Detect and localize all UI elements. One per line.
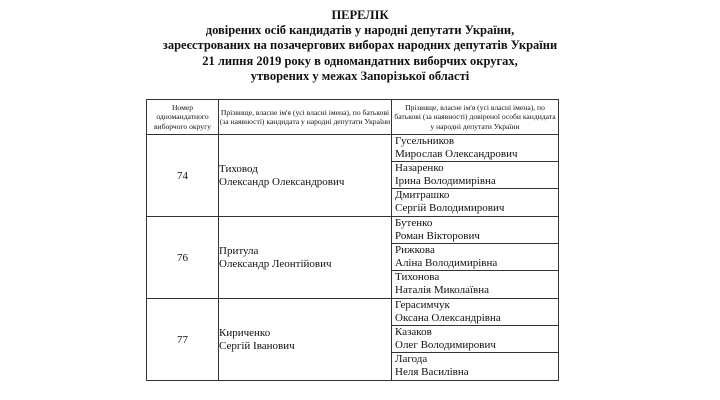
header-candidate: Прізвище, власне ім'я (усі власні імена), по батькові (за наявності) кандидата у народні депутати України	[219, 100, 392, 135]
candidate-cell	[219, 299, 392, 381]
candidate-surname: Притула	[219, 244, 259, 257]
trustee-surname: Дмитрашко	[395, 189, 450, 201]
district-number: 77	[147, 299, 219, 381]
trustee-name: Роман Вікторович	[395, 230, 480, 242]
trustee-name: Оксана Олександрівна	[395, 312, 501, 324]
title-line-4: 21 липня 2019 року в одномандатних виборчих округах,	[202, 53, 518, 68]
table-row	[147, 217, 559, 299]
trustee-surname: Казаков	[395, 326, 432, 338]
trustee-name: Аліна Володимирівна	[395, 257, 498, 269]
table-row	[147, 135, 559, 217]
title-line-3: зареєстрованих на позачергових виборах народних депутатів України	[162, 38, 558, 53]
district-number: 74	[147, 135, 219, 217]
trustee-surname: Лагода	[395, 353, 428, 365]
trustee-entry	[392, 353, 558, 380]
trustee-surname: Герасимчук	[395, 299, 450, 311]
trustees-cell	[392, 135, 559, 217]
trustee-surname: Бутенко	[395, 217, 433, 229]
candidate-name: Олександр Олександрович	[219, 175, 345, 188]
document-title	[0, 8, 720, 84]
trustee-name: Сергій Володимирович	[395, 202, 505, 214]
trustee-name: Неля Василівна	[395, 366, 469, 378]
trustee-surname: Гусельников	[395, 135, 455, 147]
trustee-entry	[392, 135, 558, 162]
candidate-cell	[219, 217, 392, 299]
title-line-1: ПЕРЕЛІК	[331, 8, 389, 22]
trustee-entry	[392, 162, 558, 189]
trustee-entry	[392, 189, 558, 216]
trustee-surname: Рижкова	[395, 244, 435, 256]
trustee-entry	[392, 217, 558, 244]
trustee-name: Наталія Миколаївна	[395, 284, 490, 296]
candidate-name: Сергій Іванович	[219, 339, 295, 352]
candidate-surname: Тиховод	[219, 162, 258, 175]
trustee-entry	[392, 271, 558, 298]
trustee-name: Мирослав Олександрович	[395, 148, 518, 160]
title-line-2: довірених осіб кандидатів у народні депутати України,	[205, 23, 515, 38]
candidate-name: Олександр Леонтійович	[219, 257, 332, 270]
title-line-5: утворених у межах Запорізької області	[250, 68, 470, 83]
candidate-cell	[219, 135, 392, 217]
trustee-surname: Тихонова	[395, 271, 440, 283]
header-district: Номер одномандатного виборчого округу	[147, 100, 219, 135]
table-header-row	[147, 100, 559, 135]
trustees-cell	[392, 299, 559, 381]
trustee-surname: Назаренко	[395, 162, 444, 174]
header-trustees: Прізвище, власне ім'я (усі власні імена), по батькові (за наявності) довіреної особи кандидата у народні депутати України	[392, 100, 559, 135]
district-number: 76	[147, 217, 219, 299]
trustees-table	[146, 99, 559, 381]
trustees-cell	[392, 217, 559, 299]
trustee-name: Олег Володимирович	[395, 339, 496, 351]
table-row	[147, 299, 559, 381]
trustee-entry	[392, 244, 558, 271]
trustee-name: Ірина Володимирівна	[395, 175, 496, 187]
trustee-entry	[392, 326, 558, 353]
candidate-surname: Кириченко	[219, 326, 271, 339]
trustee-entry	[392, 299, 558, 326]
